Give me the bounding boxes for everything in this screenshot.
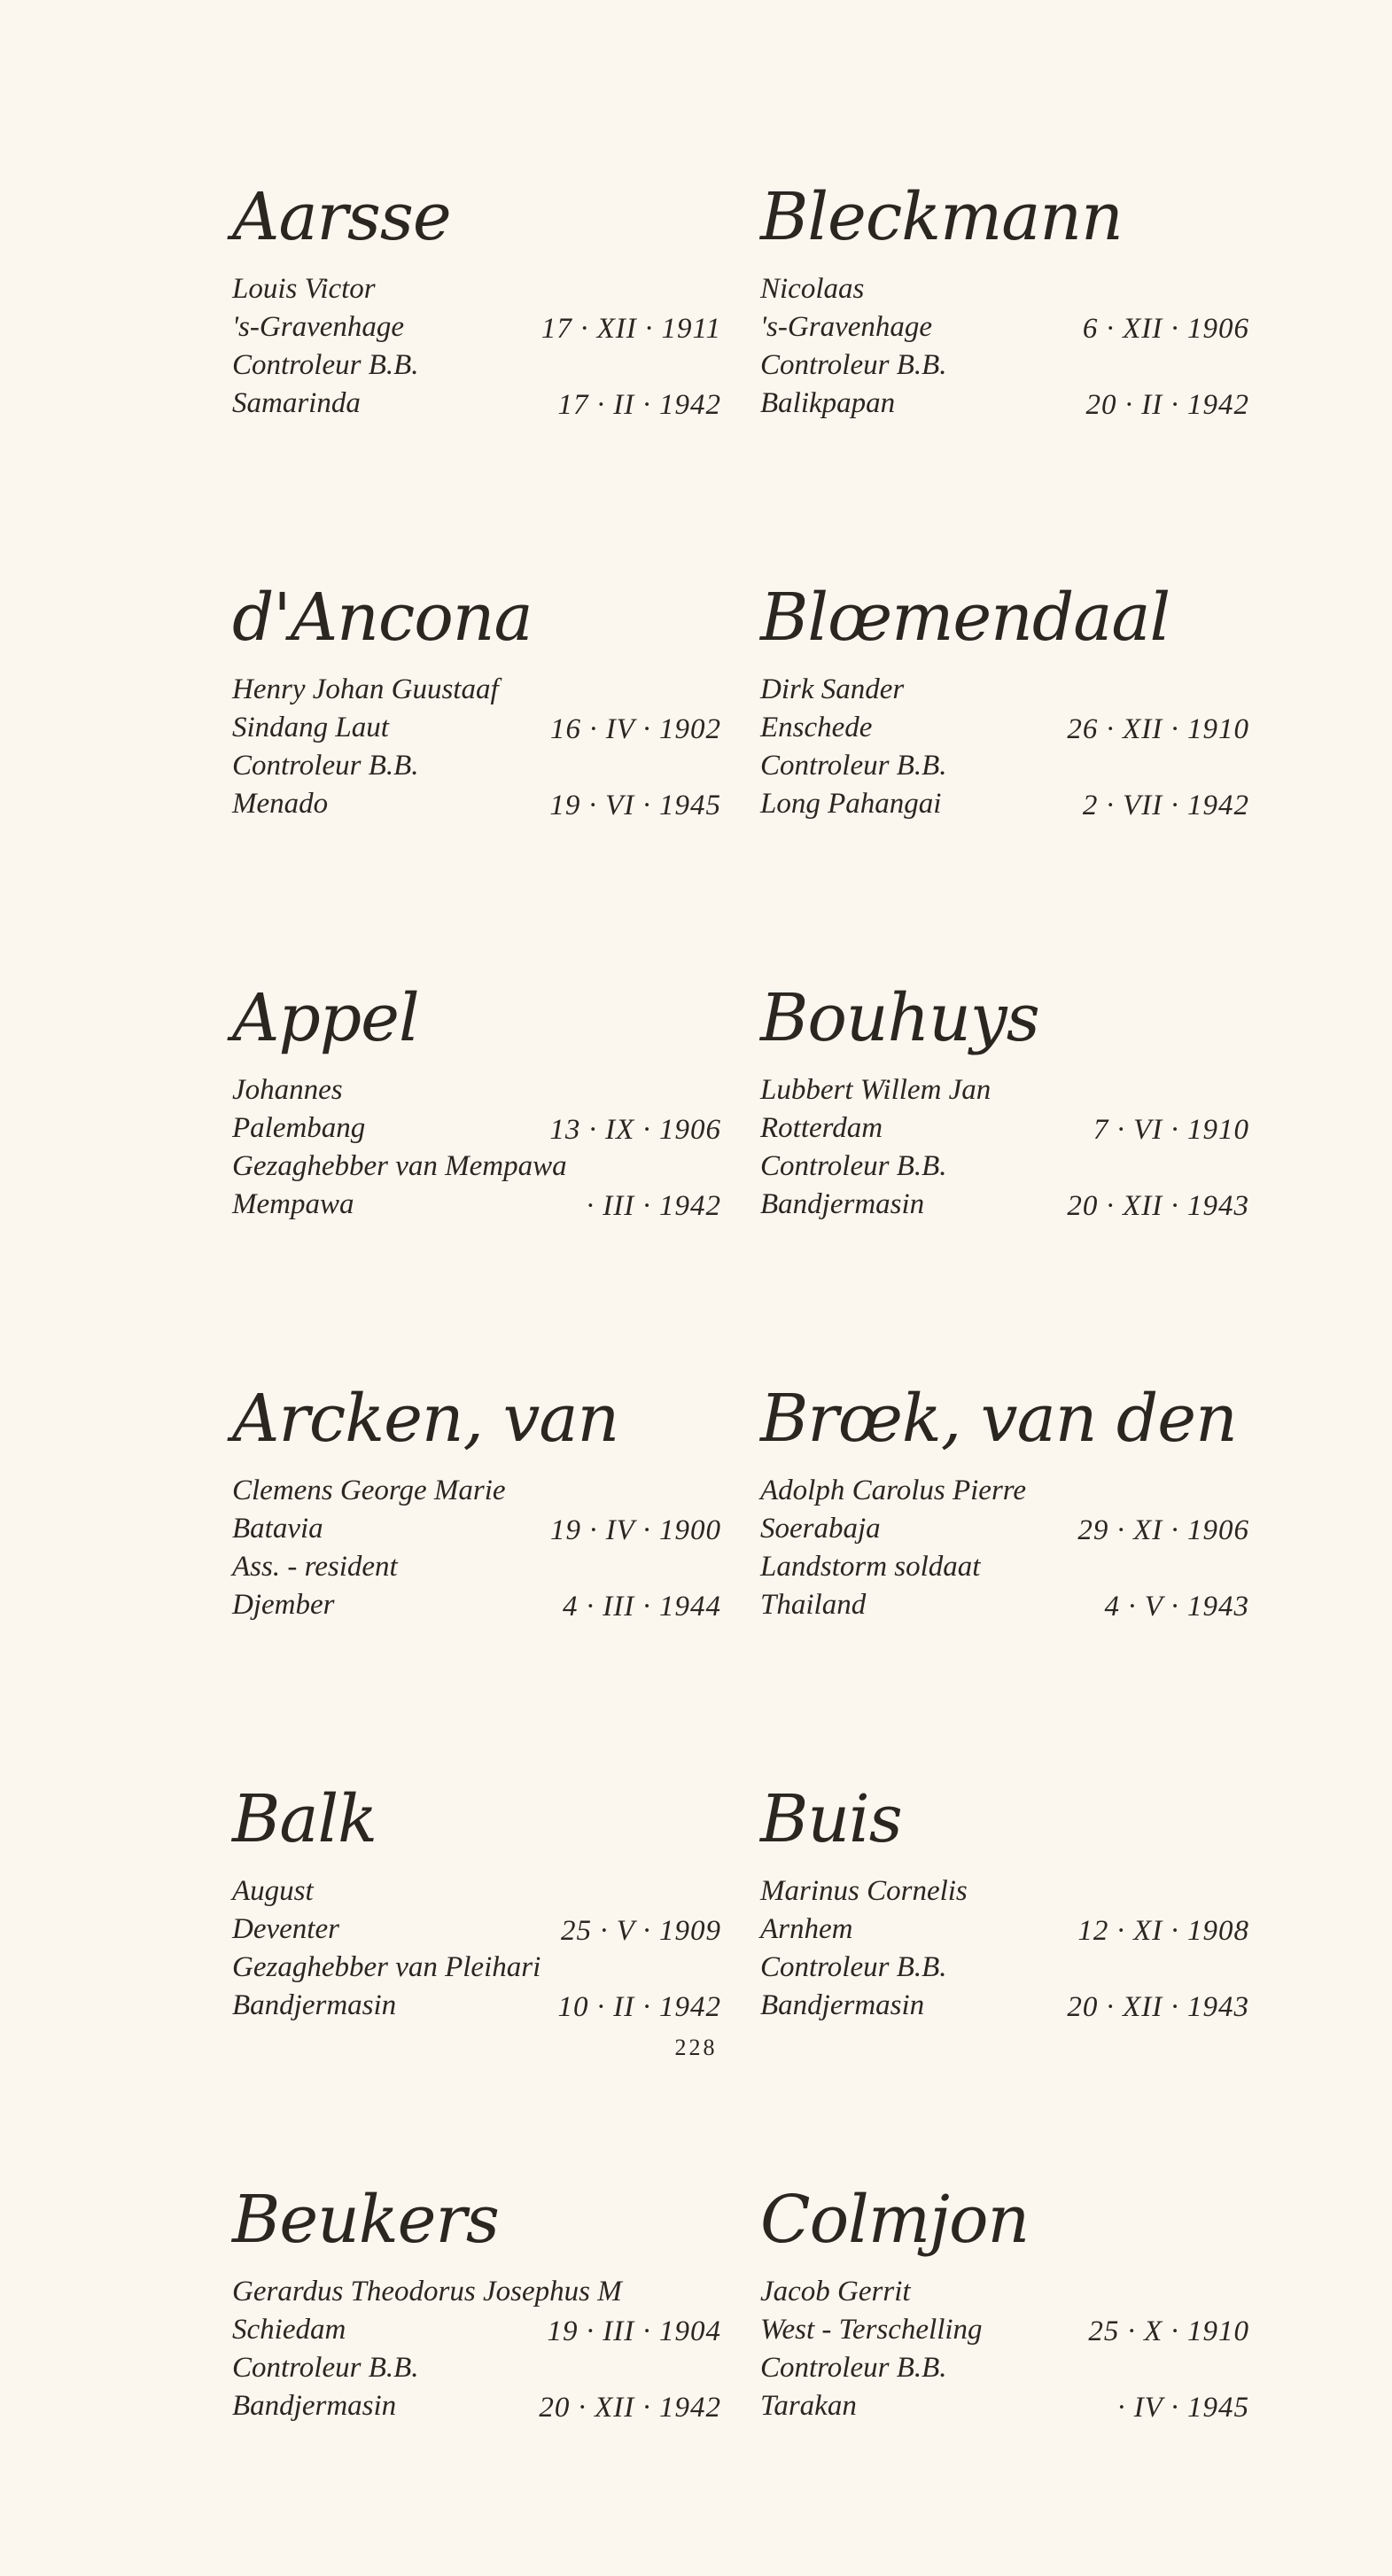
entry-surname: Beukers xyxy=(232,2182,499,2258)
memorial-entry xyxy=(760,1775,1256,2175)
function: Ass. - resident xyxy=(232,1551,398,1583)
death-line xyxy=(760,2387,1256,2425)
death-place: Thailand xyxy=(760,1589,867,1621)
entry-details xyxy=(232,671,728,823)
function-line xyxy=(232,1949,728,1987)
death-line xyxy=(232,1586,728,1624)
memorial-entry xyxy=(232,1775,728,2175)
given-names: Jacob Gerrit xyxy=(760,2276,911,2308)
given-names-line xyxy=(760,1872,1256,1911)
memorial-entry xyxy=(760,1374,1256,1775)
birth-place: Rotterdam xyxy=(760,1112,883,1144)
function: Controleur B.B. xyxy=(760,1951,947,1983)
birth-date: 26 · XII · 1910 xyxy=(1067,713,1249,745)
death-place: Bandjermasin xyxy=(760,1989,925,2021)
birth-date: 17 · XII · 1911 xyxy=(540,313,721,345)
death-date: 4 · V · 1943 xyxy=(1104,1591,1249,1623)
given-names-line xyxy=(232,2273,728,2311)
birth-place: Schiedam xyxy=(232,2314,346,2346)
death-line xyxy=(232,1186,728,1224)
given-names-line xyxy=(232,270,728,308)
entry-details xyxy=(232,1872,728,2025)
death-place: Bandjermasin xyxy=(232,1989,397,2021)
entry-details xyxy=(232,1071,728,1224)
given-names: Dirk Sander xyxy=(760,673,905,705)
birth-place: 's-Gravenhage xyxy=(232,311,405,343)
birth-place: 's-Gravenhage xyxy=(760,311,933,343)
death-date: 20 · XII · 1943 xyxy=(1067,1190,1249,1222)
function-line xyxy=(760,346,1256,385)
function-line xyxy=(232,747,728,785)
death-place: Tarakan xyxy=(760,2390,857,2422)
death-date: 20 · II · 1942 xyxy=(1085,389,1249,421)
given-names: August xyxy=(232,1875,314,1907)
entry-details xyxy=(760,1071,1256,1224)
given-names: Henry Johan Guustaaf xyxy=(232,673,499,705)
memorial-entry xyxy=(232,2175,728,2576)
memorial-entry xyxy=(760,974,1256,1374)
function: Controleur B.B. xyxy=(232,349,419,381)
function-line xyxy=(760,1548,1256,1586)
death-place: Djember xyxy=(232,1589,335,1621)
birth-line xyxy=(232,709,728,747)
function-line xyxy=(760,747,1256,785)
function-line xyxy=(760,1949,1256,1987)
birth-date: 19 · III · 1904 xyxy=(547,2315,721,2347)
death-place: Menado xyxy=(232,788,329,820)
birth-line xyxy=(760,1510,1256,1548)
death-date: 2 · VII · 1942 xyxy=(1082,790,1249,821)
given-names-line xyxy=(760,1472,1256,1510)
entry-surname: Colmjon xyxy=(760,2182,1030,2258)
given-names: Johannes xyxy=(232,1074,343,1106)
birth-date: 6 · XII · 1906 xyxy=(1082,313,1249,345)
function: Controleur B.B. xyxy=(760,750,947,782)
death-date: 19 · VI · 1945 xyxy=(549,790,721,821)
right-column xyxy=(760,173,1256,2576)
function: Landstorm soldaat xyxy=(760,1551,981,1583)
birth-line xyxy=(232,1109,728,1148)
function: Controleur B.B. xyxy=(760,2352,947,2384)
given-names: Louis Victor xyxy=(232,273,376,305)
function-line xyxy=(760,2349,1256,2387)
function-line xyxy=(232,346,728,385)
death-date: 17 · II · 1942 xyxy=(557,389,721,421)
birth-date: 12 · XI · 1908 xyxy=(1077,1915,1249,1947)
death-line xyxy=(232,1987,728,2025)
entry-details xyxy=(760,270,1256,423)
birth-place: Palembang xyxy=(232,1112,366,1144)
given-names-line xyxy=(232,1472,728,1510)
birth-place: Sindang Laut xyxy=(232,712,389,743)
birth-date: 25 · X · 1910 xyxy=(1088,2315,1249,2347)
entry-surname: Bouhuys xyxy=(760,980,1039,1056)
entry-details xyxy=(760,1472,1256,1624)
memorial-entry xyxy=(232,1374,728,1775)
entry-surname: Blœmendaal xyxy=(760,580,1170,656)
birth-line xyxy=(232,1911,728,1949)
memorial-entry xyxy=(760,2175,1256,2576)
function: Controleur B.B. xyxy=(232,750,419,782)
given-names: Gerardus Theodorus Josephus M xyxy=(232,2276,622,2308)
birth-line xyxy=(760,1911,1256,1949)
entry-surname: Buis xyxy=(760,1781,902,1857)
birth-line xyxy=(760,308,1256,346)
death-place: Mempawa xyxy=(232,1188,354,1220)
entry-details xyxy=(232,2273,728,2425)
entry-details xyxy=(760,2273,1256,2425)
function-line xyxy=(232,1548,728,1586)
birth-line xyxy=(232,1510,728,1548)
entry-surname: Appel xyxy=(232,980,419,1056)
death-date: 10 · II · 1942 xyxy=(557,1991,721,2023)
death-date: 4 · III · 1944 xyxy=(563,1591,721,1623)
given-names-line xyxy=(760,270,1256,308)
death-line xyxy=(760,1586,1256,1624)
death-line xyxy=(760,385,1256,423)
death-date: 20 · XII · 1942 xyxy=(539,2392,721,2424)
given-names-line xyxy=(760,671,1256,709)
death-place: Long Pahangai xyxy=(760,788,942,820)
given-names: Lubbert Willem Jan xyxy=(760,1074,992,1106)
given-names: Adolph Carolus Pierre xyxy=(760,1475,1027,1506)
death-date: · III · 1942 xyxy=(586,1190,721,1222)
death-place: Bandjermasin xyxy=(232,2390,397,2422)
function: Controleur B.B. xyxy=(232,2352,419,2384)
birth-line xyxy=(232,308,728,346)
entry-details xyxy=(760,671,1256,823)
given-names: Nicolaas xyxy=(760,273,865,305)
given-names-line xyxy=(232,1071,728,1109)
function: Controleur B.B. xyxy=(760,1150,947,1182)
birth-date: 16 · IV · 1902 xyxy=(549,713,721,745)
birth-place: Soerabaja xyxy=(760,1513,881,1545)
memorial-entry xyxy=(760,573,1256,974)
birth-line xyxy=(760,2311,1256,2349)
death-line xyxy=(232,785,728,823)
memorial-entry xyxy=(232,974,728,1374)
entry-surname: Brœk, van den xyxy=(760,1381,1237,1457)
death-place: Bandjermasin xyxy=(760,1188,925,1220)
given-names: Clemens George Marie xyxy=(232,1475,506,1506)
memorial-entry xyxy=(232,173,728,573)
entry-details xyxy=(760,1872,1256,2025)
death-line xyxy=(760,1987,1256,2025)
entry-surname: d'Ancona xyxy=(232,580,533,656)
birth-date: 29 · XI · 1906 xyxy=(1077,1514,1249,1546)
given-names-line xyxy=(232,671,728,709)
birth-line xyxy=(760,1109,1256,1148)
given-names-line xyxy=(760,2273,1256,2311)
birth-place: Arnhem xyxy=(760,1913,853,1945)
birth-date: 13 · IX · 1906 xyxy=(549,1114,721,1146)
given-names: Marinus Cornelis xyxy=(760,1875,968,1907)
birth-place: West - Terschelling xyxy=(760,2314,983,2346)
given-names-line xyxy=(760,1071,1256,1109)
function-line xyxy=(232,1148,728,1186)
entry-surname: Aarsse xyxy=(232,179,451,255)
entry-surname: Arcken, van xyxy=(232,1381,619,1457)
death-line xyxy=(232,2387,728,2425)
function-line xyxy=(232,2349,728,2387)
birth-line xyxy=(232,2311,728,2349)
death-line xyxy=(760,785,1256,823)
given-names-line xyxy=(232,1872,728,1911)
memorial-entry xyxy=(232,573,728,974)
birth-date: 25 · V · 1909 xyxy=(560,1915,721,1947)
death-place: Balikpapan xyxy=(760,387,896,419)
birth-place: Deventer xyxy=(232,1913,339,1945)
birth-line xyxy=(760,709,1256,747)
birth-date: 19 · IV · 1900 xyxy=(549,1514,721,1546)
birth-place: Batavia xyxy=(232,1513,323,1545)
page-number: 228 xyxy=(674,2035,718,2060)
death-line xyxy=(760,1186,1256,1224)
death-date: · IV · 1945 xyxy=(1117,2392,1249,2424)
entry-surname: Bleckmann xyxy=(760,179,1123,255)
function: Gezaghebber van Mempawa xyxy=(232,1150,567,1182)
function: Gezaghebber van Pleihari xyxy=(232,1951,541,1983)
entry-surname: Balk xyxy=(232,1781,377,1857)
birth-place: Enschede xyxy=(760,712,873,743)
death-line xyxy=(232,385,728,423)
memorial-entry xyxy=(760,173,1256,573)
death-date: 20 · XII · 1943 xyxy=(1067,1991,1249,2023)
entry-details xyxy=(232,1472,728,1624)
death-place: Samarinda xyxy=(232,387,361,419)
left-column xyxy=(232,173,728,2576)
function: Controleur B.B. xyxy=(760,349,947,381)
birth-date: 7 · VI · 1910 xyxy=(1093,1114,1249,1146)
function-line xyxy=(760,1148,1256,1186)
entry-details xyxy=(232,270,728,423)
